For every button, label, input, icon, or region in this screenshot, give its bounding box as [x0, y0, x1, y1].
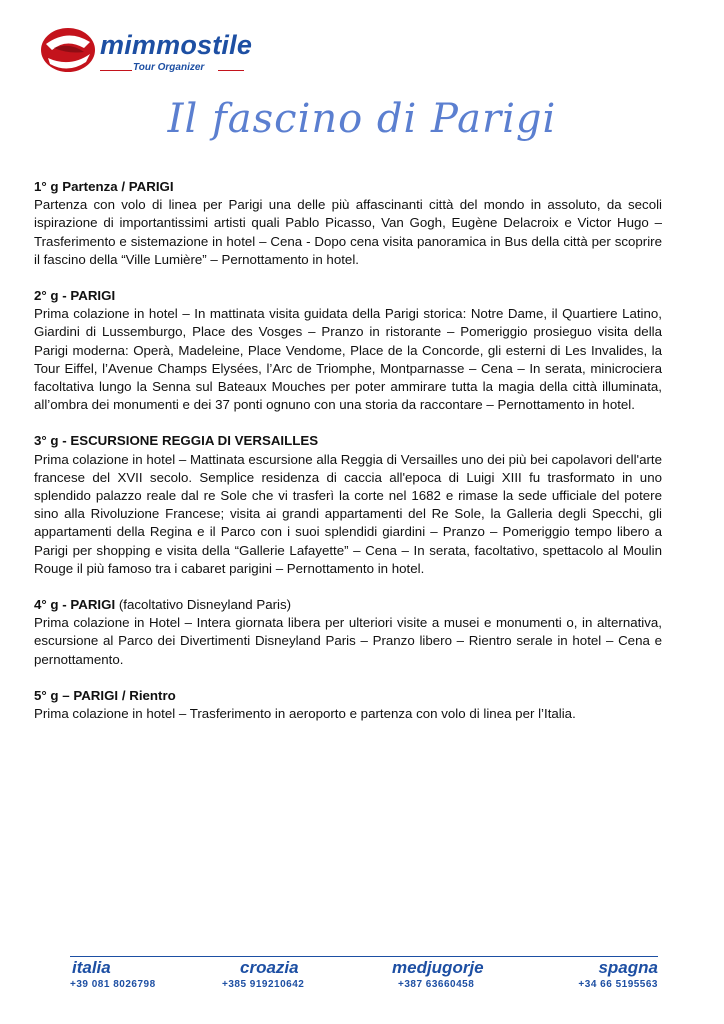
- contact-country: spagna: [598, 958, 658, 977]
- page-title: Il fascino di Parigi: [167, 96, 557, 142]
- contact-country: medjugorje: [392, 958, 484, 977]
- contact-phone: +387 63660458: [398, 979, 475, 990]
- company-logo: [38, 24, 258, 84]
- itinerary: [34, 178, 662, 741]
- day-heading-text: 2° g - PARIGI: [34, 288, 116, 304]
- contact-country: croazia: [240, 958, 299, 977]
- logo-swoosh-icon: [38, 24, 102, 80]
- day-heading: [34, 178, 662, 196]
- contact-spagna: [560, 958, 658, 992]
- footer-divider: [70, 956, 658, 957]
- day-heading: [34, 287, 662, 305]
- day-heading-text: 1° g Partenza / PARIGI: [34, 179, 174, 194]
- day-heading: [34, 687, 662, 705]
- day-heading-text: 3° g - ESCURSIONE REGGIA DI VERSAILLES: [34, 433, 319, 449]
- contact-country: italia: [72, 958, 111, 977]
- contact-phone: +39 081 8026798: [70, 979, 156, 990]
- day-heading-text: 4° g - PARIGI: [34, 597, 116, 613]
- day-5: [34, 687, 662, 723]
- day-description: Partenza con volo di linea per Parigi una delle più affascinanti città del mondo in assoluto, da secoli ispirazione di importantissimi artisti quali Pablo Picasso, Van Gogh, Eugène Delacroix e Victor Hugo – Trasferimento e sistemazione in hotel – Cena - Dopo cena visita panoramica in Bus della città per scoprire il fascino della “Ville Lumière” – Pernottamento in hotel.: [34, 197, 662, 267]
- day-1: [34, 178, 662, 269]
- contact-italia: [70, 958, 156, 992]
- day-3: [34, 432, 662, 578]
- day-heading-note: (facoltativo Disneyland Paris): [115, 597, 292, 613]
- day-description: Prima colazione in Hotel – Intera giornata libera per ulteriori visite a musei e monumenti o, in alternativa, escursione al Parco dei Divertimenti Disneyland Paris – Pranzo libero – Rientro serale in hotel – Cena e pernottamento.: [34, 615, 662, 667]
- brand-tagline: Tour Organizer: [133, 62, 205, 73]
- brand-rule-left: [100, 70, 132, 71]
- day-heading: [34, 596, 662, 614]
- brand-name: mimmostile: [100, 30, 253, 60]
- day-heading-text: 5° g – PARIGI / Rientro: [34, 687, 176, 703]
- contact-medjugorje: [392, 958, 484, 992]
- day-description: Prima colazione in hotel – Mattinata escursione alla Reggia di Versailles uno dei più bei capolavori dell'arte francese del XVII secolo. Semplice residenza di caccia all'epoca di Luigi XIII fu trasformato in uno splendido palazzo reale dal re Sole che vi trasferì la corte nel 1682 e rimase la sede ufficiale del potere sino alla Rivoluzione Francese; visita ai grandi appartamenti del Re Sole, la Galleria degli Specchi, gli appartamenti della Regina e il Parco con i suoi splendidi giardini – Pranzo – Pomeriggio tempo libero a Parigi per shopping e visita della “Gallerie Lafayette” – Cena – In serata, facoltativo, spettacolo al Moulin Rouge il più famoso tra i cabaret parigini – Pernottamento in hotel.: [34, 451, 662, 576]
- brand-rule-right: [218, 70, 244, 71]
- day-description: Prima colazione in hotel – In mattinata visita guidata della Parigi storica: Notre Dame, il Quartiere Latino, Giardini di Lussemburgo, Place des Vosges – Pranzo in ristorante – Pomeriggio prosieguo visita della Parigi moderna: Operà, Madeleine, Place Vendome, Place de la Concorde, gli esterni di Les Invalides, la Tour Eiffel, l’Avenue Champs Elysées, l’Arc de Triomphe, Montparnasse – Cena – In serata, minicrociera facoltativa lungo la Senna sul Bateaux Mouches per poter ammirare tutta la magia della città illuminata, all’ombra dei monumenti e dei 37 ponti ognuno con una storia da raccontare – Pernottamento in hotel.: [34, 306, 662, 413]
- day-4: [34, 596, 662, 669]
- day-description: Prima colazione in hotel – Trasferimento in aeroporto e partenza con volo di linea per l’Italia.: [34, 706, 576, 722]
- contact-phone: +385 919210642: [222, 979, 305, 990]
- day-heading: [34, 432, 662, 450]
- contact-croazia: [222, 958, 304, 992]
- day-2: [34, 287, 662, 414]
- contact-phone: +34 66 5195563: [578, 979, 658, 990]
- footer-contacts: [70, 958, 658, 998]
